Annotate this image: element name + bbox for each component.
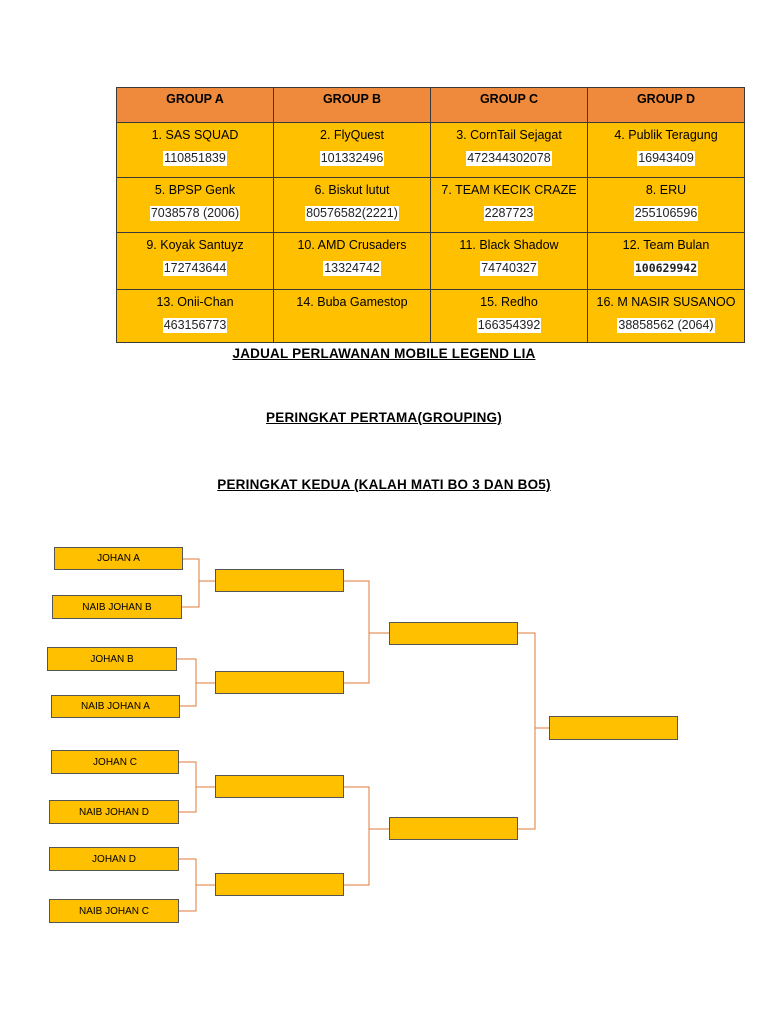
team-id: 13324742 [324, 261, 380, 275]
team-name: 14. Buba Gamestop [296, 295, 408, 309]
stage-two-heading: PERINGKAT KEDUA (KALAH MATI BO 3 DAN BO5) [217, 477, 551, 492]
bracket-slot-semifinal-2 [389, 817, 518, 840]
team-name: 7. TEAM KECIK CRAZE [441, 183, 577, 197]
bracket-slot-naib-johan-b: NAIB JOHAN B [52, 595, 182, 619]
team-id: 38858562 (2064) [618, 318, 714, 332]
document-title: JADUAL PERLAWANAN MOBILE LEGEND LIA [232, 346, 536, 361]
team-name: 9. Koyak Santuyz [146, 238, 244, 252]
team-name: 13. Onii-Chan [156, 295, 234, 309]
team-id: 110851839 [164, 151, 226, 165]
bracket-slot-quarterfinal-1 [215, 569, 344, 592]
bracket-slot-johan-a: JOHAN A [54, 547, 183, 570]
stage-one-heading: PERINGKAT PERTAMA(GROUPING) [266, 410, 502, 425]
bracket-slot-johan-d: JOHAN D [49, 847, 179, 871]
team-name: 12. Team Bulan [622, 238, 710, 252]
bracket-slot-quarterfinal-4 [215, 873, 344, 896]
bracket-slot-naib-johan-d: NAIB JOHAN D [49, 800, 179, 824]
group-b-header: GROUP B [274, 88, 431, 123]
team-name: 16. M NASIR SUSANOO [596, 295, 736, 309]
team-id: 472344302078 [467, 151, 551, 165]
team-id: 166354392 [477, 318, 541, 332]
team-name: 2. FlyQuest [320, 128, 384, 142]
bracket-slot-semifinal-1 [389, 622, 518, 645]
team-id: 101332496 [320, 151, 384, 165]
team-id: 80576582(2221) [306, 206, 398, 220]
team-id: 255106596 [634, 206, 698, 220]
team-id: 463156773 [163, 318, 227, 332]
team-id: 2287723 [484, 206, 534, 220]
team-name: 8. ERU [645, 183, 687, 197]
team-name: 3. CornTail Sejagat [456, 128, 562, 142]
bracket-slot-quarterfinal-2 [215, 671, 344, 694]
team-name: 15. Redho [480, 295, 538, 309]
group-d-header: GROUP D [588, 88, 745, 123]
team-id: 16943409 [638, 151, 694, 165]
group-c-header: GROUP C [431, 88, 588, 123]
bracket-slot-naib-johan-a: NAIB JOHAN A [51, 695, 180, 718]
team-id: 100629942 [634, 261, 698, 275]
team-id: 172743644 [163, 261, 227, 275]
team-name: 11. Black Shadow [459, 238, 559, 252]
team-name: 5. BPSP Genk [154, 183, 236, 197]
bracket-slot-naib-johan-c: NAIB JOHAN C [49, 899, 179, 923]
team-name: 6. Biskut lutut [314, 183, 390, 197]
bracket-slot-quarterfinal-3 [215, 775, 344, 798]
bracket-slot-johan-b: JOHAN B [47, 647, 177, 671]
group-a-header: GROUP A [117, 88, 274, 123]
bracket-slot-johan-c: JOHAN C [51, 750, 179, 774]
team-name: 10. AMD Crusaders [297, 238, 407, 252]
team-name: 1. SAS SQUAD [151, 128, 239, 142]
team-id: 7038578 (2006) [150, 206, 240, 220]
team-name: 4. Publik Teragung [614, 128, 718, 142]
bracket-slot-final [549, 716, 678, 740]
team-id: 74740327 [481, 261, 537, 275]
